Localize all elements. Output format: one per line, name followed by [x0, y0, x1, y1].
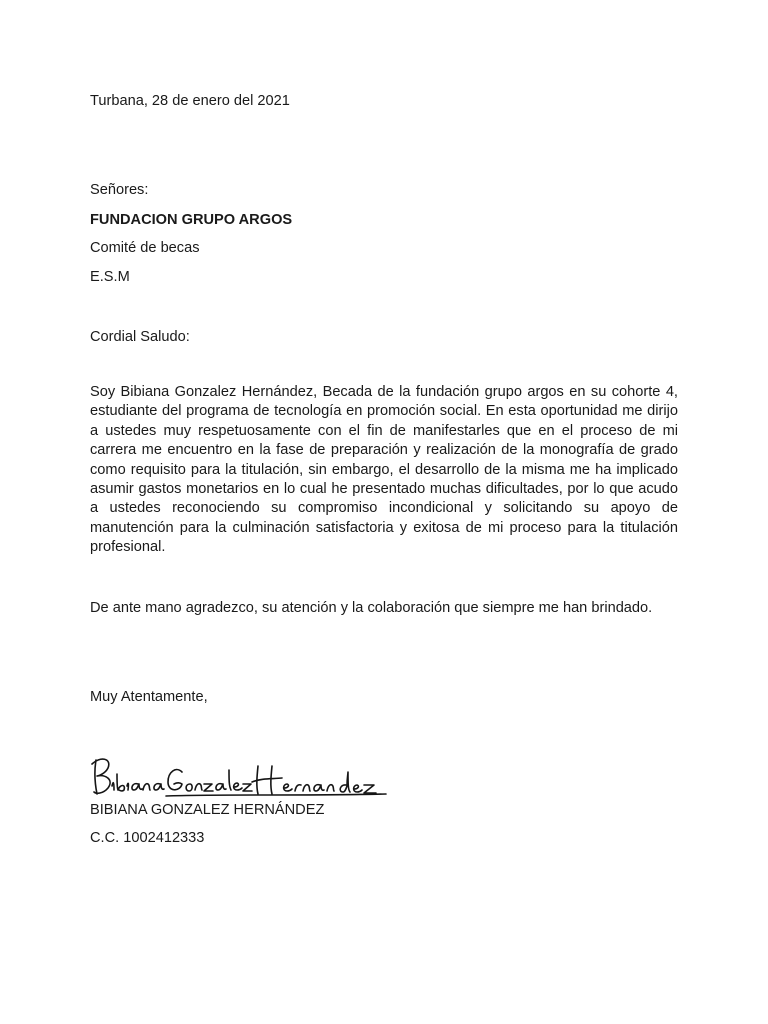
closing-line: Muy Atentamente,: [90, 689, 208, 705]
greeting: Cordial Saludo:: [90, 329, 190, 345]
city-line: E.S.M: [90, 269, 130, 285]
place-date: Turbana, 28 de enero del 2021: [90, 93, 290, 109]
handwritten-signature: [86, 752, 406, 804]
department-name: Comité de becas: [90, 240, 200, 256]
body-paragraph: Soy Bibiana Gonzalez Hernández, Becada de la fundación grupo argos en su cohorte 4, estudiante del programa de tecnología en promoción social. En esta oportunidad me dirijo a ustedes muy respetuosamente con el fin de manifestarles que en el proceso de mi carrera me encuentro en la fase de preparación y realización de la monografía de grado como requisito para la titulación, sin embargo, el desarrollo de la misma me ha implicado asumir gastos monetarios en lo cual he presentado muchas dificultades, por lo que acudo a ustedes reconociendo su compromiso incondicional y solicitando su apoyo de manutención para la culminación satisfactoria y exitosa de mi proceso para la titulación profesional.: [90, 384, 678, 556]
signer-id: C.C. 1002412333: [90, 830, 205, 846]
organization-name: FUNDACION GRUPO ARGOS: [90, 212, 293, 228]
salutation-header: Señores:: [90, 182, 149, 198]
signer-name: BIBIANA GONZALEZ HERNÁNDEZ: [90, 802, 325, 818]
thanks-paragraph: De ante mano agradezco, su atención y la colaboración que siempre me han brindado.: [90, 600, 653, 616]
